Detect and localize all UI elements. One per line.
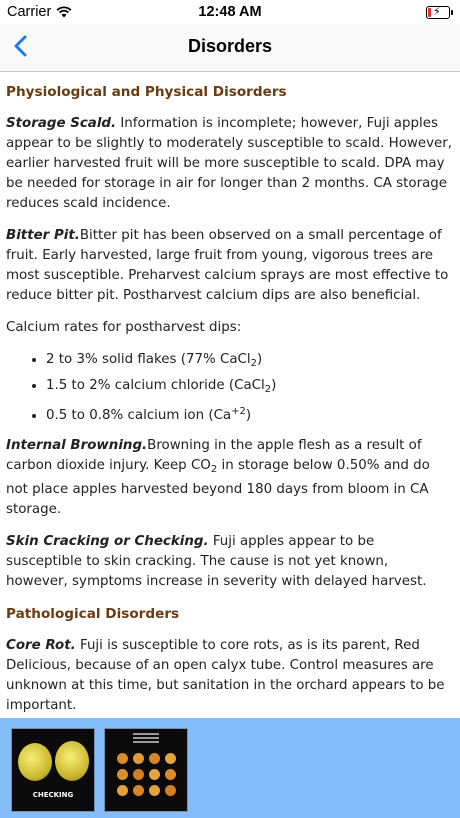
calcium-rate-subscript: 2 (250, 358, 257, 369)
apple-image (133, 785, 144, 796)
calcium-rate-item (46, 402, 454, 426)
apple-image (149, 769, 160, 780)
calcium-rate-text: 2 to 3% solid flakes (77% CaCl (46, 352, 251, 367)
bitter-pit-lead: Bitter Pit. (6, 228, 80, 243)
physiological-heading: Physiological and Physical Disorders (6, 84, 287, 100)
thumbnail-caption-lines (133, 733, 159, 743)
core-rot-paragraph (6, 636, 454, 716)
apple-image (117, 785, 128, 796)
storage-scald-text: Information is incomplete; however, Fuji apples appear to be slightly to moderately susceptible to scald. However, earlier harvested fruit will be more susceptible to scald. DPA may be needed for storage in air for longer than 2 months. CA storage reduces scald incidence. (6, 116, 453, 211)
calcium-rate-text: 1.5 to 2% calcium chloride (CaCl (46, 378, 265, 393)
skin-cracking-paragraph (6, 532, 454, 592)
calcium-rate-subscript: 2 (264, 384, 272, 395)
internal-browning-lead: Internal Browning. (6, 438, 148, 453)
co2-subscript: 2 (210, 464, 218, 475)
core-rot-text: Fuji is susceptible to core rots, as is its parent, Red Delicious, because of an open calyx tube. Control measures are unknown at this time, but sanitation in the orchard appears to be important. (6, 638, 445, 713)
carrier-label: Carrier (7, 4, 52, 20)
internal-browning-paragraph (6, 436, 454, 520)
image-thumbnail-tray (0, 718, 460, 818)
calcium-rate-text: 0.5 to 0.8% calcium ion (Ca (46, 408, 232, 423)
calcium-rate-item (46, 350, 454, 374)
disorders-content[interactable] (0, 72, 460, 718)
bitter-pit-text: Bitter pit has been observed on a small percentage of fruit. Early harvested, large fruit from young, vigorous trees are most susceptible. Preharvest calcium sprays are most effective to reduce bitter pit. Postharvest calcium dips are also beneficial. (6, 228, 449, 303)
apple-image (149, 753, 160, 764)
apple-image (133, 753, 144, 764)
apple-image (55, 741, 89, 781)
page-title: Disorders (187, 36, 273, 56)
checking-label: CHECKING (32, 791, 74, 799)
apple-image (117, 769, 128, 780)
skin-cracking-text: Fuji apples appear to be susceptible to skin cracking. The cause is not yet known, however, symptoms increase in severity with delayed harvest. (6, 534, 427, 589)
apple-image (165, 753, 176, 764)
calcium-intro: Calcium rates for postharvest dips: (6, 320, 242, 335)
pathological-heading: Pathological Disorders (6, 606, 180, 622)
status-bar (0, 0, 460, 24)
apple-image (133, 769, 144, 780)
apple-image (149, 785, 160, 796)
calcium-rate-close: ) (245, 408, 252, 423)
apple-image (117, 753, 128, 764)
calcium-rate-item (46, 376, 454, 400)
calcium-rate-close: ) (271, 378, 277, 393)
storage-scald-paragraph (6, 114, 454, 214)
calcium-rate-superscript: +2 (231, 406, 246, 417)
apple-image (18, 743, 52, 781)
calcium-rate-list (6, 350, 454, 426)
apple-image (165, 785, 176, 796)
apple-image (165, 769, 176, 780)
internal-browning-text-end: in storage below 0.50% and do not place apples harvested beyond 180 days from bloom in CA storage. (6, 458, 430, 517)
battery-icon: ⚡ (426, 6, 450, 19)
navigation-bar (0, 24, 460, 72)
calcium-rate-close: ) (256, 352, 263, 367)
internal-browning-text: Browning in the apple flesh as a result of carbon dioxide injury. Keep CO (6, 438, 422, 473)
core-rot-lead: Core Rot. (6, 638, 76, 653)
fruit-grid-photo-thumbnail[interactable] (104, 728, 188, 812)
storage-scald-lead: Storage Scald. (6, 116, 117, 131)
bitter-pit-paragraph (6, 226, 454, 306)
checking-photo-thumbnail[interactable] (11, 728, 95, 812)
skin-cracking-lead: Skin Cracking or Checking. (6, 534, 209, 549)
status-time: 12:48 AM (198, 4, 262, 20)
